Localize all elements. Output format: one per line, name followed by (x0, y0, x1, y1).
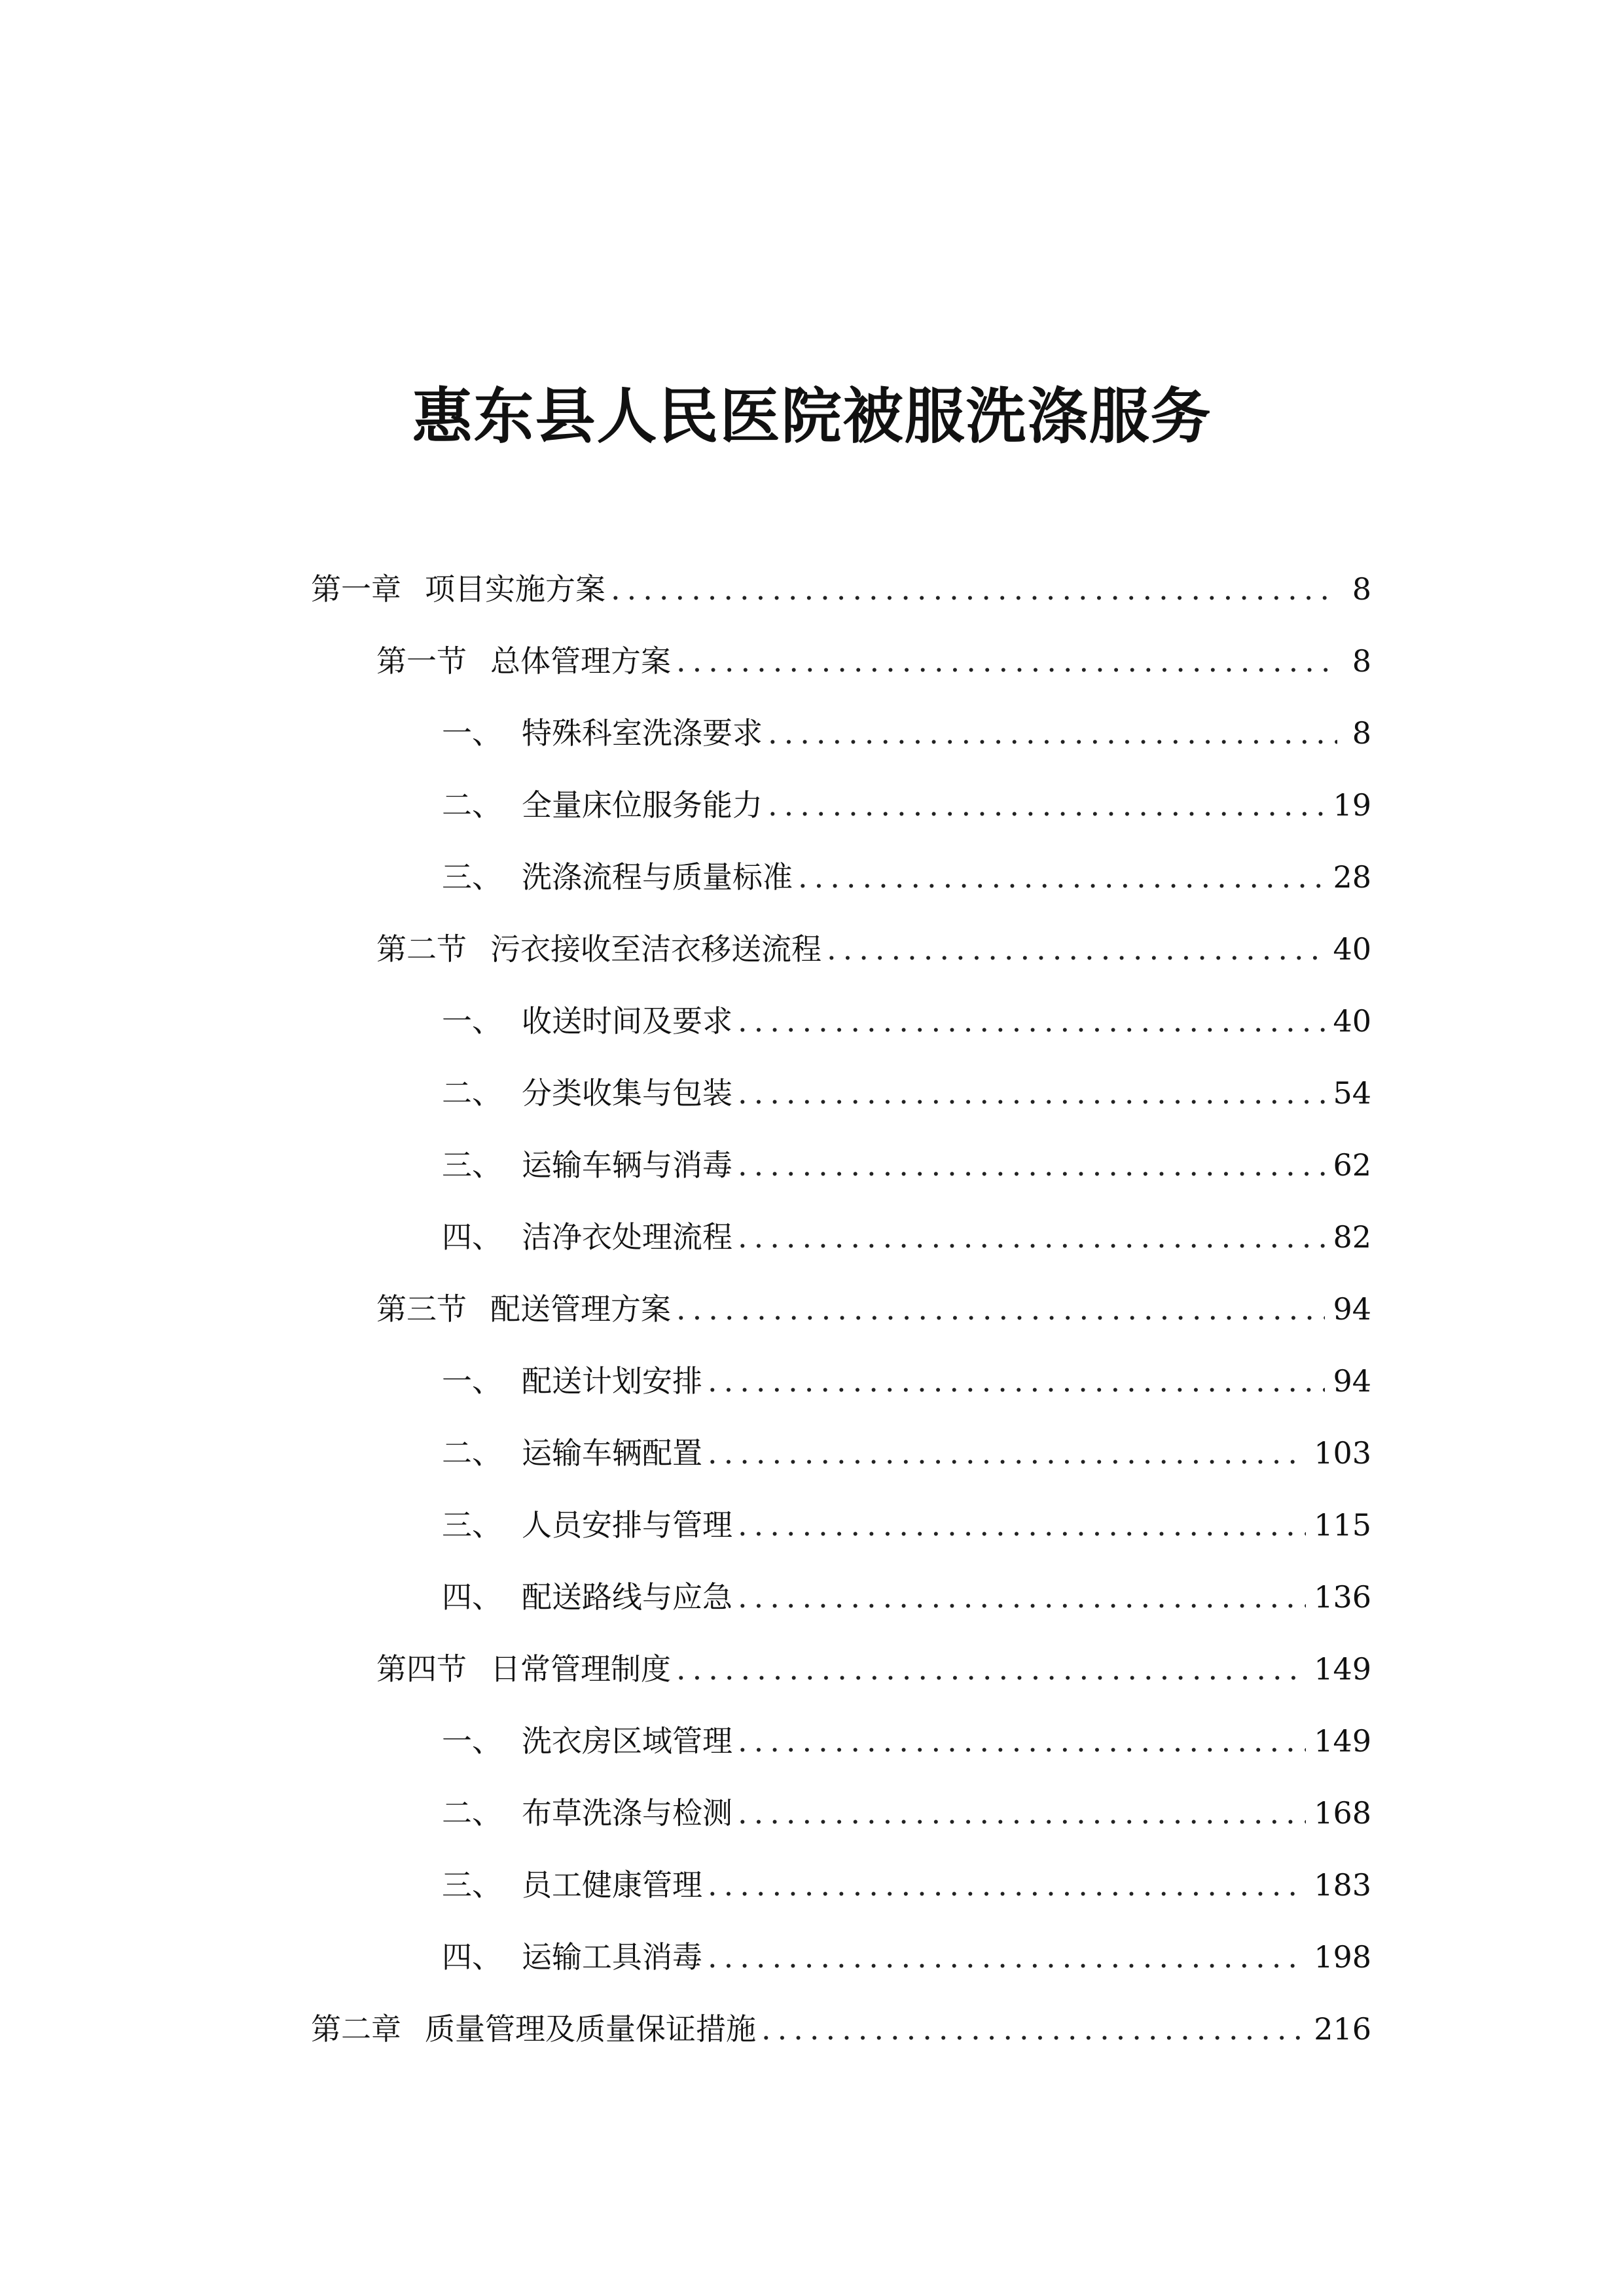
toc-entry-title: 特殊科室洗涤要求 (522, 715, 763, 751)
toc-entry-page: 8 (1352, 715, 1371, 751)
toc-entry-number: 三、 (442, 1147, 502, 1183)
toc-entry-title: 配送计划安排 (522, 1363, 702, 1399)
toc-entry-title: 运输车辆配置 (522, 1435, 702, 1471)
toc-entry-page: 40 (1333, 931, 1371, 967)
toc-leader-dots (676, 1633, 1306, 1705)
toc-entry-title: 人员安排与管理 (522, 1507, 732, 1543)
page-title: 惠东县人民医院被服洗涤服务 (412, 381, 1212, 452)
toc-leader-dots (738, 1489, 1306, 1561)
toc-leader-dots (761, 1993, 1306, 2065)
toc-entry-number: 第四节 (376, 1651, 467, 1687)
toc-entry-title: 配送路线与应急 (522, 1579, 732, 1615)
toc-leader-dots (708, 1921, 1306, 1993)
toc-entry[interactable] (311, 625, 1371, 697)
toc-entry-title: 项目实施方案 (425, 571, 605, 607)
toc-entry[interactable] (311, 1273, 1371, 1345)
toc-leader-dots (738, 1057, 1325, 1129)
toc-entry[interactable] (311, 1561, 1371, 1633)
toc-entry[interactable] (311, 1921, 1371, 1993)
toc-entry-page: 183 (1314, 1867, 1371, 1903)
toc-entry-title: 总体管理方案 (490, 643, 671, 679)
toc-entry-title: 员工健康管理 (522, 1867, 702, 1903)
table-of-contents (311, 553, 1371, 2065)
toc-leader-dots (738, 1201, 1325, 1273)
toc-entry[interactable] (311, 841, 1371, 913)
toc-entry-number: 第二节 (376, 931, 467, 967)
toc-leader-dots (708, 1345, 1325, 1417)
toc-leader-dots (798, 841, 1325, 913)
toc-entry-number: 三、 (442, 1507, 502, 1543)
toc-entry[interactable] (311, 1633, 1371, 1705)
toc-entry-number: 第三节 (376, 1291, 467, 1327)
toc-entry-page: 115 (1314, 1507, 1371, 1543)
toc-entry-number: 第一章 (311, 571, 401, 607)
toc-entry[interactable] (311, 1489, 1371, 1561)
toc-entry[interactable] (311, 913, 1371, 985)
toc-leader-dots (708, 1417, 1306, 1489)
toc-entry-title: 运输车辆与消毒 (522, 1147, 732, 1183)
toc-leader-dots (738, 1561, 1306, 1633)
toc-entry-page: 28 (1333, 859, 1371, 895)
toc-entry-page: 94 (1333, 1291, 1371, 1327)
toc-leader-dots (768, 769, 1325, 841)
toc-entry-number: 一、 (442, 1363, 502, 1399)
toc-entry[interactable] (311, 1993, 1371, 2065)
toc-entry[interactable] (311, 985, 1371, 1057)
toc-entry-page: 8 (1352, 643, 1371, 679)
toc-leader-dots (738, 1777, 1306, 1849)
toc-entry-title: 布草洗涤与检测 (522, 1795, 732, 1831)
toc-entry-page: 149 (1314, 1651, 1371, 1687)
toc-leader-dots (738, 1705, 1306, 1777)
toc-leader-dots (738, 985, 1325, 1057)
toc-entry-title: 运输工具消毒 (522, 1939, 702, 1975)
toc-entry[interactable] (311, 1345, 1371, 1417)
toc-entry-title: 日常管理制度 (490, 1651, 671, 1687)
toc-entry[interactable] (311, 1057, 1371, 1129)
toc-entry-page: 168 (1314, 1795, 1371, 1831)
toc-entry-page: 216 (1314, 2011, 1371, 2047)
toc-entry-title: 收送时间及要求 (522, 1003, 732, 1039)
toc-entry[interactable] (311, 697, 1371, 769)
toc-entry-number: 二、 (442, 787, 502, 823)
toc-entry-page: 149 (1314, 1723, 1371, 1759)
toc-entry-number: 四、 (442, 1579, 502, 1615)
toc-leader-dots (827, 913, 1325, 985)
toc-entry-number: 四、 (442, 1939, 502, 1975)
toc-entry-number: 一、 (442, 1003, 502, 1039)
toc-leader-dots (676, 1273, 1325, 1345)
toc-entry-number: 第一节 (376, 643, 467, 679)
toc-entry-number: 二、 (442, 1795, 502, 1831)
toc-entry[interactable] (311, 1849, 1371, 1921)
toc-entry-number: 三、 (442, 1867, 502, 1903)
toc-entry-title: 全量床位服务能力 (522, 787, 763, 823)
toc-leader-dots (611, 553, 1337, 625)
toc-entry[interactable] (311, 1129, 1371, 1201)
toc-leader-dots (708, 1849, 1306, 1921)
toc-entry-title: 质量管理及质量保证措施 (425, 2011, 756, 2047)
toc-entry-page: 62 (1333, 1147, 1371, 1183)
toc-entry-title: 污衣接收至洁衣移送流程 (490, 931, 821, 967)
toc-entry[interactable] (311, 769, 1371, 841)
toc-entry[interactable] (311, 1705, 1371, 1777)
toc-entry-number: 二、 (442, 1435, 502, 1471)
toc-entry-number: 二、 (442, 1075, 502, 1111)
toc-entry-number: 一、 (442, 1723, 502, 1759)
toc-entry-title: 洗衣房区域管理 (522, 1723, 732, 1759)
toc-leader-dots (676, 625, 1337, 697)
toc-entry[interactable] (311, 1777, 1371, 1849)
toc-entry[interactable] (311, 1201, 1371, 1273)
toc-entry-page: 40 (1333, 1003, 1371, 1039)
toc-entry-page: 103 (1314, 1435, 1371, 1471)
toc-entry-page: 19 (1333, 787, 1371, 823)
toc-entry-number: 三、 (442, 859, 502, 895)
toc-entry-page: 198 (1314, 1939, 1371, 1975)
toc-entry-title: 分类收集与包装 (522, 1075, 732, 1111)
toc-entry-page: 54 (1333, 1075, 1371, 1111)
toc-leader-dots (768, 697, 1337, 769)
toc-entry-number: 第二章 (311, 2011, 401, 2047)
toc-entry-title: 洗涤流程与质量标准 (522, 859, 793, 895)
toc-entry-number: 一、 (442, 715, 502, 751)
toc-leader-dots (738, 1129, 1325, 1201)
toc-entry[interactable] (311, 553, 1371, 625)
toc-entry-number: 四、 (442, 1219, 502, 1255)
toc-entry-title: 配送管理方案 (490, 1291, 671, 1327)
toc-entry-page: 8 (1352, 571, 1371, 607)
toc-entry[interactable] (311, 1417, 1371, 1489)
toc-entry-title: 洁净衣处理流程 (522, 1219, 732, 1255)
toc-entry-page: 136 (1314, 1579, 1371, 1615)
toc-entry-page: 94 (1333, 1363, 1371, 1399)
toc-entry-page: 82 (1333, 1219, 1371, 1255)
